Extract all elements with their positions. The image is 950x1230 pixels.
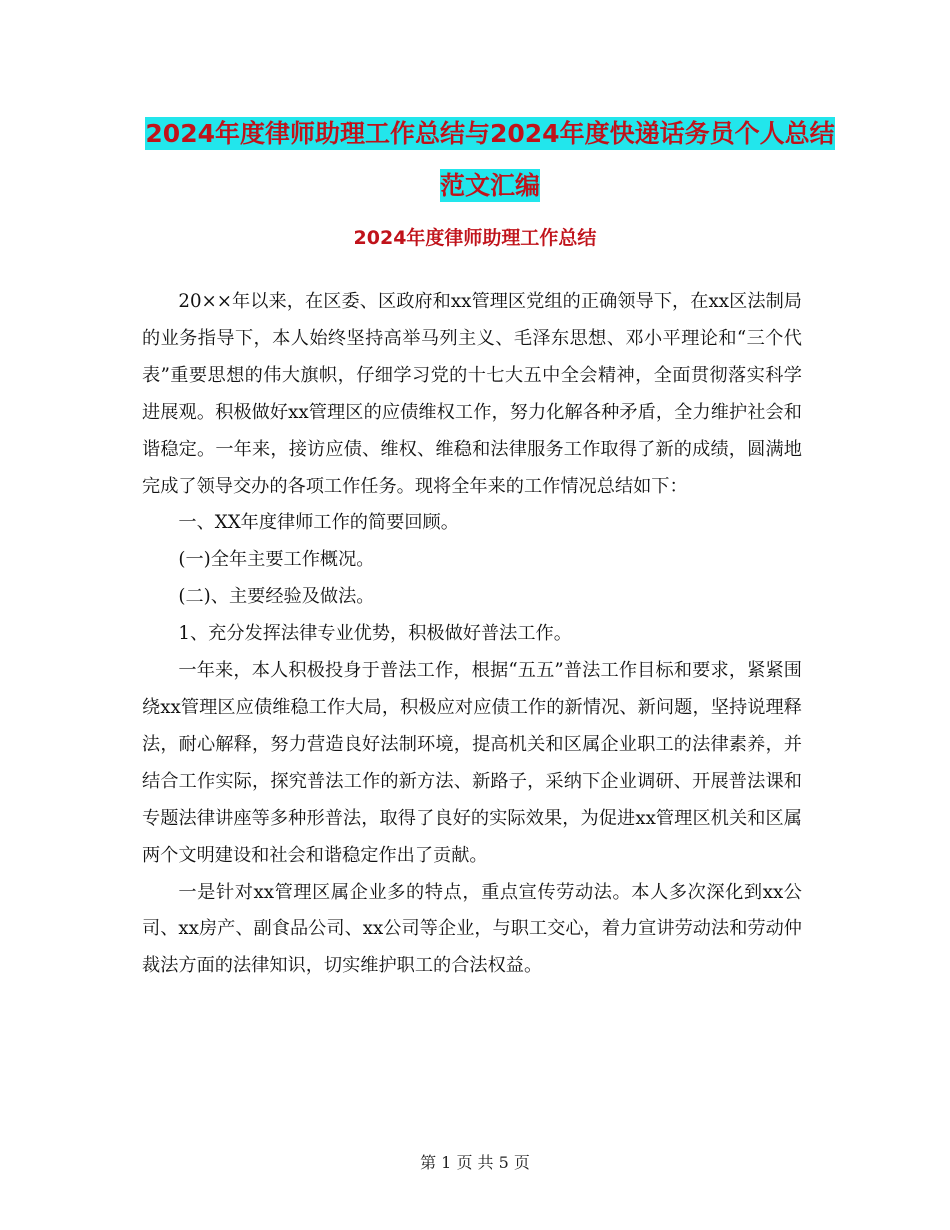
section-title: 2024年度律师助理工作总结	[353, 227, 597, 249]
paragraph: 一、XX年度律师工作的简要回顾。	[178, 512, 459, 534]
document-title	[140, 108, 840, 212]
paragraph: 一是针对xx管理区属企业多的特点，重点宣传劳动法。本人多次深化到xx公司、xx房产、副食品公司、xx公司等企业，与职工交心，着力宣讲劳动法和劳动仲裁法方面的法律知识，切实维护职工的合法权益。	[142, 881, 802, 977]
paragraph: (二)、主要经验及做法。	[178, 586, 375, 608]
document-body	[142, 284, 802, 985]
paragraph: 1、充分发挥法律专业优势，积极做好普法工作。	[178, 623, 572, 645]
paragraph: 一年来，本人积极投身于普法工作，根据“五五”普法工作目标和要求，紧紧围绕xx管理区应债维稳工作大局，积极应对应债工作的新情况、新问题，坚持说理释法，耐心解释，努力营造良好法制环境，提高机关和区属企业职工的法律素养，并结合工作实际，探究普法工作的新方法、新路子，采纳下企业调研、开展普法课和专题法律讲座等多种形普法，取得了良好的实际效果，为促进xx管理区机关和区属两个文明建设和社会和谐稳定作出了贡献。	[142, 660, 802, 866]
document-title-text: 2024年度律师助理工作总结与2024年度快递话务员个人总结范文汇编	[145, 119, 835, 200]
page-number-footer: 第 1 页 共 5 页	[420, 1153, 530, 1172]
paragraph: 20××年以来，在区委、区政府和xx管理区党组的正确领导下，在xx区法制局的业务指导下，本人始终坚持高举马列主义、毛泽东思想、邓小平理论和“三个代表”重要思想的伟大旗帜，仔细学习党的十七大五中全会精神，全面贯彻落实科学进展观。积极做好xx管理区的应债维权工作，努力化解各种矛盾，全力维护社会和谐稳定。一年来，接访应债、维权、维稳和法律服务工作取得了新的成绩，圆满地完成了领导交办的各项工作任务。现将全年来的工作情况总结如下：	[142, 291, 802, 497]
paragraph: (一)全年主要工作概况。	[178, 549, 375, 571]
